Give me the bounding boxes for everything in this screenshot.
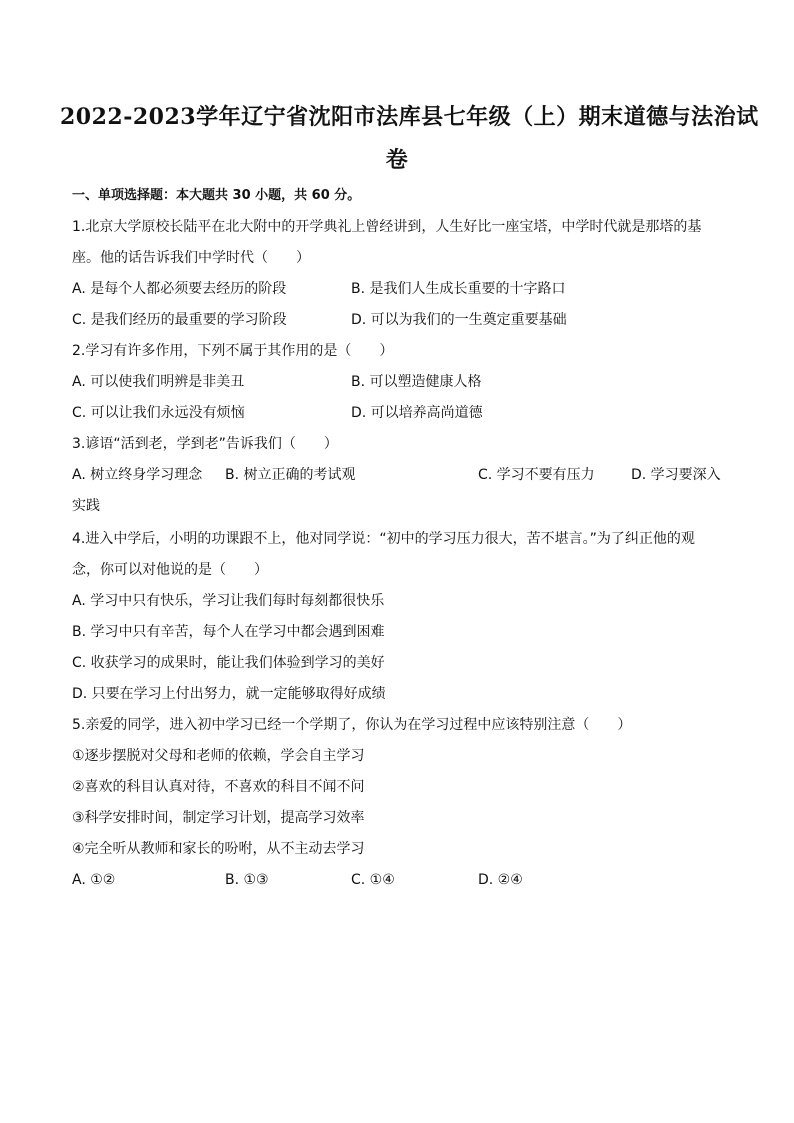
- exam-title: 2022-2023学年辽宁省沈阳市法库县七年级（上）期末道德与法治试: [60, 104, 759, 130]
- question-1-option-d: D. 可以为我们的一生奠定重要基础: [351, 312, 567, 328]
- question-3-stem: 3.谚语“活到老，学到老”告诉我们（ ）: [72, 436, 338, 452]
- question-3-option-d-continued: 实践: [72, 498, 100, 514]
- question-3-option-a: A. 树立终身学习理念: [72, 467, 203, 483]
- question-5-option-b: B. ①③: [225, 872, 269, 888]
- question-4-option-b: B. 学习中只有辛苦，每个人在学习中都会遇到困难: [72, 624, 385, 640]
- question-1-option-a: A. 是每个人都必须要去经历的阶段: [72, 281, 287, 297]
- question-1-option-b: B. 是我们人生成长重要的十字路口: [351, 281, 566, 297]
- question-4-stem-continued: 念，你可以对他说的是（ ）: [72, 562, 268, 578]
- question-2-option-a: A. 可以使我们明辨是非美丑: [72, 374, 245, 390]
- question-5-option-d: D. ②④: [478, 872, 523, 888]
- question-5-statement-2: ②喜欢的科目认真对待，不喜欢的科目不闻不问: [72, 779, 365, 795]
- question-4-option-d: D. 只要在学习上付出努力，就一定能够取得好成绩: [72, 686, 386, 702]
- question-3-option-b: B. 树立正确的考试观: [225, 467, 356, 483]
- question-2-option-d: D. 可以培养高尚道德: [351, 405, 483, 421]
- question-4-option-c: C. 收获学习的成果时，能让我们体验到学习的美好: [72, 655, 385, 671]
- question-1-option-c: C. 是我们经历的最重要的学习阶段: [72, 312, 287, 328]
- question-3-option-d: D. 学习要深入: [631, 467, 721, 483]
- question-4-option-a: A. 学习中只有快乐，学习让我们每时每刻都很快乐: [72, 593, 385, 609]
- question-2-option-b: B. 可以塑造健康人格: [351, 374, 482, 390]
- question-2-stem: 2.学习有许多作用，下列不属于其作用的是（ ）: [72, 343, 394, 359]
- question-2-option-c: C. 可以让我们永远没有烦恼: [72, 405, 245, 421]
- question-4-stem: 4.进入中学后，小明的功课跟不上，他对同学说：“初中的学习压力很大，苦不堪言。”为了纠正他的观: [72, 531, 695, 547]
- exam-title-continued: 卷: [385, 147, 409, 173]
- question-5-option-a: A. ①②: [72, 872, 116, 888]
- question-3-option-c: C. 学习不要有压力: [478, 467, 595, 483]
- question-5-statement-3: ③科学安排时间，制定学习计划，提高学习效率: [72, 810, 365, 826]
- question-5-option-c: C. ①④: [351, 872, 395, 888]
- question-5-statement-4: ④完全听从教师和家长的吩咐，从不主动去学习: [72, 841, 365, 857]
- question-1-stem: 1.北京大学原校长陆平在北大附中的开学典礼上曾经讲到，人生好比一座宝塔，中学时代就是那塔的基: [72, 219, 702, 235]
- section-heading: 一、单项选择题：本大题共 30 小题，共 60 分。: [72, 188, 361, 203]
- question-1-stem-continued: 座。他的话告诉我们中学时代（ ）: [72, 250, 310, 266]
- question-5-stem: 5.亲爱的同学，进入初中学习已经一个学期了，你认为在学习过程中应该特别注意（ ）: [72, 717, 632, 733]
- question-5-statement-1: ①逐步摆脱对父母和老师的依赖，学会自主学习: [72, 748, 365, 764]
